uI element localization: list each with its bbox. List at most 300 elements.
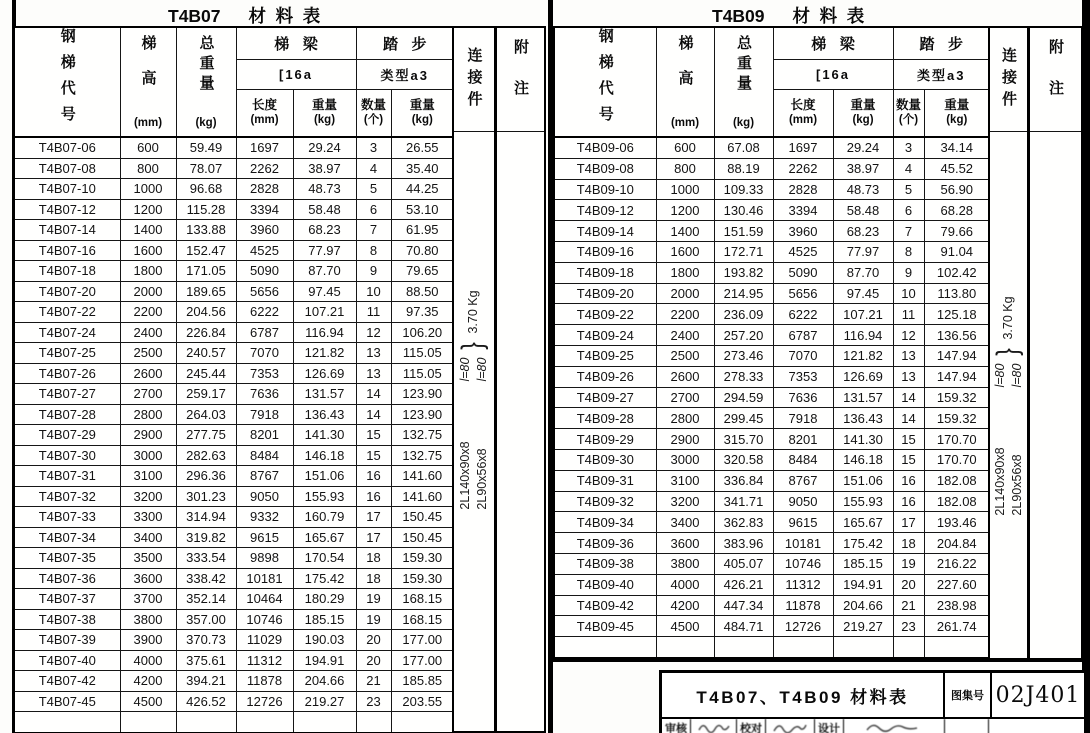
right-table-title-code: T4B09 bbox=[712, 6, 765, 26]
cell-beam-weight: 116.94 bbox=[293, 322, 356, 343]
cell-code: T4B09-06 bbox=[554, 137, 656, 158]
cell-step-qty: 13 bbox=[893, 366, 924, 387]
header-step-qty: 数量 (个) bbox=[356, 89, 391, 137]
table-row bbox=[14, 507, 454, 528]
cell-code: T4B09-10 bbox=[554, 179, 656, 200]
cell-step-weight: 45.52 bbox=[924, 158, 990, 179]
cell-height-mm: 1000 bbox=[656, 179, 714, 200]
cell-height-mm: 3300 bbox=[120, 507, 176, 528]
header-beam-spec: [16a bbox=[236, 59, 356, 89]
table-row bbox=[14, 671, 454, 692]
cell-step-weight: 102.42 bbox=[924, 262, 990, 283]
cell-step-qty: 14 bbox=[356, 404, 391, 425]
cell-total-weight: 294.59 bbox=[714, 387, 773, 408]
cell-total-weight: 320.58 bbox=[714, 449, 773, 470]
cell-total-weight: 88.19 bbox=[714, 158, 773, 179]
cell-total-weight: 277.75 bbox=[176, 425, 236, 446]
table-row bbox=[14, 261, 454, 282]
table-row bbox=[554, 595, 990, 616]
cell-step-weight: 204.84 bbox=[924, 533, 990, 554]
cell-beam-weight: 29.24 bbox=[833, 137, 893, 158]
cell-code: T4B07-34 bbox=[14, 527, 120, 548]
cell-beam-weight: 136.43 bbox=[293, 404, 356, 425]
header-step-type: 类型a3 bbox=[893, 59, 990, 89]
cell-height-mm: 2000 bbox=[120, 281, 176, 302]
cell-total-weight: 109.33 bbox=[714, 179, 773, 200]
cell-step-weight: 97.35 bbox=[391, 302, 454, 323]
cell-step-weight: 261.74 bbox=[924, 616, 990, 637]
cell-total-weight: 426.52 bbox=[176, 691, 236, 712]
cell-total-weight: 362.83 bbox=[714, 512, 773, 533]
cell-step-weight: 177.00 bbox=[391, 650, 454, 671]
cell-total-weight: 273.46 bbox=[714, 345, 773, 366]
cell-height-mm: 2000 bbox=[656, 283, 714, 304]
cell-total-weight: 394.21 bbox=[176, 671, 236, 692]
cell-step-qty: 5 bbox=[356, 179, 391, 200]
cell-beam-weight: 77.97 bbox=[293, 240, 356, 261]
cell-beam-weight: 185.15 bbox=[293, 609, 356, 630]
table-row bbox=[14, 363, 454, 384]
cell-beam-weight: 29.24 bbox=[293, 137, 356, 158]
cell-total-weight: 152.47 bbox=[176, 240, 236, 261]
table-row bbox=[554, 491, 990, 512]
title-block-title: T4B07、T4B09 材料表 bbox=[662, 673, 945, 717]
table-row bbox=[14, 158, 454, 179]
signature-scribble bbox=[844, 719, 945, 733]
header-beam-weight: 重量 (kg) bbox=[293, 89, 356, 137]
cell-total-weight: 341.71 bbox=[714, 491, 773, 512]
cell-beam-weight: 126.69 bbox=[293, 363, 356, 384]
cell-step-weight: 125.18 bbox=[924, 304, 990, 325]
cell-step-qty: 21 bbox=[356, 671, 391, 692]
cell-step-weight: 203.55 bbox=[391, 691, 454, 712]
cell-beam-weight: 121.82 bbox=[833, 345, 893, 366]
connector-len-2: l=80 bbox=[474, 357, 489, 382]
cell-height-mm: 3000 bbox=[656, 449, 714, 470]
cell-step-qty: 11 bbox=[893, 304, 924, 325]
cell-beam-length: 8484 bbox=[236, 445, 293, 466]
cell-beam-length: 7070 bbox=[236, 343, 293, 364]
sign-label-designer: 设计 bbox=[815, 719, 844, 733]
cell-beam-length: 3960 bbox=[773, 221, 833, 242]
cell-beam-weight: 194.91 bbox=[833, 574, 893, 595]
cell-height-mm: 3700 bbox=[120, 589, 176, 610]
cell-code: T4B09-24 bbox=[554, 325, 656, 346]
cell-beam-length: 5090 bbox=[236, 261, 293, 282]
cell-step-qty: 15 bbox=[356, 425, 391, 446]
cell-step-qty: 19 bbox=[893, 553, 924, 574]
cell-step-qty: 13 bbox=[893, 345, 924, 366]
cell-code: T4B09-27 bbox=[554, 387, 656, 408]
cell-beam-weight: 170.54 bbox=[293, 548, 356, 569]
cell-code: T4B09-25 bbox=[554, 345, 656, 366]
cell-total-weight: 352.14 bbox=[176, 589, 236, 610]
cell-step-qty: 7 bbox=[893, 221, 924, 242]
cell-code: T4B07-45 bbox=[14, 691, 120, 712]
cell-code: T4B07-39 bbox=[14, 630, 120, 651]
cell-step-qty: 23 bbox=[356, 691, 391, 712]
cell-code: T4B09-32 bbox=[554, 491, 656, 512]
cell-beam-weight: 194.91 bbox=[293, 650, 356, 671]
cell-step-qty: 19 bbox=[356, 609, 391, 630]
cell-total-weight: 426.21 bbox=[714, 574, 773, 595]
empty-cell bbox=[924, 637, 990, 658]
t4b09-connector-spec bbox=[986, 296, 1030, 516]
cell-height-mm: 3200 bbox=[120, 486, 176, 507]
cell-step-qty: 8 bbox=[893, 241, 924, 262]
cell-step-qty: 20 bbox=[893, 574, 924, 595]
cell-height-mm: 600 bbox=[120, 137, 176, 158]
cell-height-mm: 2900 bbox=[656, 429, 714, 450]
cell-code: T4B07-31 bbox=[14, 466, 120, 487]
cell-step-qty: 7 bbox=[356, 220, 391, 241]
table-row bbox=[14, 302, 454, 323]
atlas-number-label: 图集号 bbox=[945, 673, 992, 717]
cell-height-mm: 1600 bbox=[120, 240, 176, 261]
signature-scribble bbox=[691, 719, 737, 733]
cell-step-qty: 10 bbox=[893, 283, 924, 304]
cell-code: T4B09-12 bbox=[554, 200, 656, 221]
cell-beam-length: 10181 bbox=[236, 568, 293, 589]
cell-height-mm: 1400 bbox=[120, 220, 176, 241]
frame-right bbox=[1082, 0, 1090, 733]
cell-code: T4B09-16 bbox=[554, 241, 656, 262]
header-beam-group: 梯梁 bbox=[236, 27, 356, 59]
cell-step-qty: 23 bbox=[893, 616, 924, 637]
header-connector: 连接件 bbox=[990, 28, 1027, 132]
cell-step-weight: 168.15 bbox=[391, 589, 454, 610]
cell-step-weight: 35.40 bbox=[391, 158, 454, 179]
cell-beam-weight: 141.30 bbox=[833, 429, 893, 450]
sign-cell-page-label bbox=[945, 719, 989, 733]
cell-step-weight: 56.90 bbox=[924, 179, 990, 200]
cell-code: T4B09-20 bbox=[554, 283, 656, 304]
cell-height-mm: 3600 bbox=[656, 533, 714, 554]
table-row bbox=[554, 200, 990, 221]
cell-beam-weight: 151.06 bbox=[293, 466, 356, 487]
header-step-group: 踏步 bbox=[356, 27, 454, 59]
cell-step-qty: 16 bbox=[893, 491, 924, 512]
cell-step-qty: 13 bbox=[356, 343, 391, 364]
cell-step-weight: 44.25 bbox=[391, 179, 454, 200]
cell-beam-length: 7636 bbox=[773, 387, 833, 408]
cell-code: T4B07-38 bbox=[14, 609, 120, 630]
cell-beam-length: 9050 bbox=[773, 491, 833, 512]
cell-total-weight: 96.68 bbox=[176, 179, 236, 200]
cell-step-qty: 15 bbox=[893, 429, 924, 450]
cell-step-qty: 4 bbox=[356, 158, 391, 179]
cell-beam-weight: 136.43 bbox=[833, 408, 893, 429]
cell-beam-length: 9615 bbox=[236, 527, 293, 548]
cell-beam-length: 10746 bbox=[773, 553, 833, 574]
cell-code: T4B07-18 bbox=[14, 261, 120, 282]
header-note: 附注 bbox=[497, 28, 544, 132]
title-block-sign-row bbox=[662, 719, 1084, 733]
table-row bbox=[554, 553, 990, 574]
empty-cell bbox=[391, 712, 454, 733]
sign-label-checker: 校对 bbox=[737, 719, 766, 733]
table-row bbox=[14, 609, 454, 630]
cell-step-weight: 113.80 bbox=[924, 283, 990, 304]
cell-step-weight: 123.90 bbox=[391, 404, 454, 425]
cell-height-mm: 2700 bbox=[656, 387, 714, 408]
cell-code: T4B09-40 bbox=[554, 574, 656, 595]
cell-beam-length: 10464 bbox=[236, 589, 293, 610]
cell-code: T4B09-34 bbox=[554, 512, 656, 533]
cell-code: T4B07-29 bbox=[14, 425, 120, 446]
cell-total-weight: 204.56 bbox=[176, 302, 236, 323]
cell-total-weight: 193.82 bbox=[714, 262, 773, 283]
cell-step-qty: 15 bbox=[893, 449, 924, 470]
cell-beam-length: 4525 bbox=[773, 241, 833, 262]
cell-step-weight: 170.70 bbox=[924, 429, 990, 450]
header-beam-length: 长度 (mm) bbox=[236, 89, 293, 137]
cell-step-qty: 6 bbox=[356, 199, 391, 220]
cell-height-mm: 800 bbox=[656, 158, 714, 179]
cell-beam-length: 5090 bbox=[773, 262, 833, 283]
cell-step-weight: 141.60 bbox=[391, 486, 454, 507]
cell-total-weight: 278.33 bbox=[714, 366, 773, 387]
cell-beam-length: 10181 bbox=[773, 533, 833, 554]
table-row bbox=[14, 404, 454, 425]
header-ladder-code: 钢梯代号 bbox=[554, 27, 656, 137]
cell-beam-weight: 38.97 bbox=[293, 158, 356, 179]
cell-beam-length: 11312 bbox=[773, 574, 833, 595]
cell-beam-weight: 151.06 bbox=[833, 470, 893, 491]
cell-beam-weight: 175.42 bbox=[293, 568, 356, 589]
cell-code: T4B09-38 bbox=[554, 553, 656, 574]
cell-step-weight: 177.00 bbox=[391, 630, 454, 651]
cell-beam-weight: 107.21 bbox=[833, 304, 893, 325]
cell-beam-weight: 204.66 bbox=[833, 595, 893, 616]
cell-beam-weight: 165.67 bbox=[833, 512, 893, 533]
table-row bbox=[554, 345, 990, 366]
right-table-title-text: 材料表 bbox=[792, 6, 874, 26]
cell-total-weight: 357.00 bbox=[176, 609, 236, 630]
cell-code: T4B07-37 bbox=[14, 589, 120, 610]
cell-code: T4B07-35 bbox=[14, 548, 120, 569]
cell-step-weight: 91.04 bbox=[924, 241, 990, 262]
cell-step-qty: 12 bbox=[356, 322, 391, 343]
empty-cell bbox=[293, 712, 356, 733]
cell-beam-length: 5656 bbox=[236, 281, 293, 302]
cell-beam-length: 9898 bbox=[236, 548, 293, 569]
connector-len-2: l=80 bbox=[1009, 363, 1024, 388]
table-row bbox=[14, 630, 454, 651]
cell-step-weight: 150.45 bbox=[391, 507, 454, 528]
cell-beam-weight: 58.48 bbox=[293, 199, 356, 220]
cell-step-weight: 185.85 bbox=[391, 671, 454, 692]
cell-height-mm: 4500 bbox=[120, 691, 176, 712]
cell-beam-length: 5656 bbox=[773, 283, 833, 304]
table-row bbox=[14, 691, 454, 712]
cell-code: T4B07-08 bbox=[14, 158, 120, 179]
connector-spec-1: 2L140x90x8 bbox=[457, 441, 472, 510]
cell-total-weight: 214.95 bbox=[714, 283, 773, 304]
cell-beam-length: 8201 bbox=[773, 429, 833, 450]
cell-height-mm: 1600 bbox=[656, 241, 714, 262]
header-step-weight: 重量 (kg) bbox=[924, 89, 990, 137]
left-table-title-code: T4B07 bbox=[168, 6, 221, 26]
header-beam-group: 梯梁 bbox=[773, 27, 893, 59]
header-connector: 连接件 bbox=[454, 28, 494, 132]
cell-total-weight: 301.23 bbox=[176, 486, 236, 507]
cell-step-qty: 4 bbox=[893, 158, 924, 179]
cell-total-weight: 264.03 bbox=[176, 404, 236, 425]
cell-beam-length: 7918 bbox=[236, 404, 293, 425]
cell-height-mm: 2400 bbox=[656, 325, 714, 346]
cell-total-weight: 314.94 bbox=[176, 507, 236, 528]
cell-code: T4B07-28 bbox=[14, 404, 120, 425]
cell-step-weight: 147.94 bbox=[924, 366, 990, 387]
cell-step-qty: 11 bbox=[356, 302, 391, 323]
cell-step-qty: 9 bbox=[356, 261, 391, 282]
cell-height-mm: 3800 bbox=[120, 609, 176, 630]
cell-step-qty: 14 bbox=[356, 384, 391, 405]
cell-code: T4B09-31 bbox=[554, 470, 656, 491]
cell-beam-weight: 160.79 bbox=[293, 507, 356, 528]
cell-code: T4B07-06 bbox=[14, 137, 120, 158]
connector-spec-1: 2L140x90x8 bbox=[992, 447, 1007, 516]
cell-beam-length: 2262 bbox=[773, 158, 833, 179]
cell-total-weight: 484.71 bbox=[714, 616, 773, 637]
cell-beam-length: 8767 bbox=[773, 470, 833, 491]
cell-beam-length: 7070 bbox=[773, 345, 833, 366]
cell-step-qty: 21 bbox=[893, 595, 924, 616]
cell-step-qty: 12 bbox=[893, 325, 924, 346]
cell-beam-length: 6222 bbox=[773, 304, 833, 325]
cell-total-weight: 370.73 bbox=[176, 630, 236, 651]
cell-step-qty: 20 bbox=[356, 650, 391, 671]
cell-beam-weight: 121.82 bbox=[293, 343, 356, 364]
cell-total-weight: 447.34 bbox=[714, 595, 773, 616]
header-note: 附注 bbox=[1030, 28, 1081, 132]
cell-beam-length: 2262 bbox=[236, 158, 293, 179]
table-row bbox=[554, 512, 990, 533]
cell-step-weight: 193.46 bbox=[924, 512, 990, 533]
cell-step-qty: 3 bbox=[356, 137, 391, 158]
table-row bbox=[14, 466, 454, 487]
cell-step-weight: 182.08 bbox=[924, 470, 990, 491]
cell-total-weight: 375.61 bbox=[176, 650, 236, 671]
cell-beam-length: 3394 bbox=[773, 200, 833, 221]
cell-height-mm: 1200 bbox=[120, 199, 176, 220]
cell-step-weight: 150.45 bbox=[391, 527, 454, 548]
cell-code: T4B07-33 bbox=[14, 507, 120, 528]
table-row bbox=[14, 527, 454, 548]
cell-height-mm: 3100 bbox=[120, 466, 176, 487]
connector-len-1: l=80 bbox=[457, 357, 472, 382]
cell-code: T4B07-25 bbox=[14, 343, 120, 364]
cell-beam-weight: 87.70 bbox=[293, 261, 356, 282]
cell-step-weight: 70.80 bbox=[391, 240, 454, 261]
cell-step-weight: 88.50 bbox=[391, 281, 454, 302]
connector-brace: } bbox=[456, 341, 489, 350]
empty-cell bbox=[656, 637, 714, 658]
cell-total-weight: 282.63 bbox=[176, 445, 236, 466]
cell-code: T4B07-40 bbox=[14, 650, 120, 671]
cell-height-mm: 3100 bbox=[656, 470, 714, 491]
cell-code: T4B07-30 bbox=[14, 445, 120, 466]
table-row bbox=[14, 220, 454, 241]
cell-beam-length: 11029 bbox=[236, 630, 293, 651]
cell-code: T4B09-28 bbox=[554, 408, 656, 429]
cell-step-qty: 15 bbox=[356, 445, 391, 466]
connector-len-1: l=80 bbox=[992, 363, 1007, 388]
cell-code: T4B07-36 bbox=[14, 568, 120, 589]
cell-code: T4B09-22 bbox=[554, 304, 656, 325]
cell-step-qty: 14 bbox=[893, 387, 924, 408]
cell-height-mm: 3600 bbox=[120, 568, 176, 589]
cell-total-weight: 383.96 bbox=[714, 533, 773, 554]
cell-code: T4B09-08 bbox=[554, 158, 656, 179]
table-row bbox=[554, 616, 990, 637]
cell-step-weight: 115.05 bbox=[391, 363, 454, 384]
cell-height-mm: 3200 bbox=[656, 491, 714, 512]
cell-beam-length: 11878 bbox=[236, 671, 293, 692]
empty-cell bbox=[554, 637, 656, 658]
cell-beam-weight: 155.93 bbox=[833, 491, 893, 512]
cell-beam-length: 9050 bbox=[236, 486, 293, 507]
cell-beam-weight: 48.73 bbox=[293, 179, 356, 200]
connector-weight: 3.70 Kg bbox=[466, 290, 480, 334]
table-row bbox=[14, 589, 454, 610]
cell-step-weight: 132.75 bbox=[391, 445, 454, 466]
cell-code: T4B09-30 bbox=[554, 449, 656, 470]
cell-step-qty: 17 bbox=[893, 512, 924, 533]
table-row bbox=[554, 179, 990, 200]
header-step-group: 踏步 bbox=[893, 27, 990, 59]
cell-height-mm: 2500 bbox=[656, 345, 714, 366]
cell-beam-length: 2828 bbox=[773, 179, 833, 200]
cell-beam-length: 8201 bbox=[236, 425, 293, 446]
cell-beam-weight: 165.67 bbox=[293, 527, 356, 548]
cell-step-weight: 238.98 bbox=[924, 595, 990, 616]
table-row bbox=[14, 445, 454, 466]
cell-total-weight: 299.45 bbox=[714, 408, 773, 429]
cell-beam-weight: 38.97 bbox=[833, 158, 893, 179]
signature-scribble bbox=[766, 719, 815, 733]
cell-code: T4B09-29 bbox=[554, 429, 656, 450]
table-row bbox=[14, 568, 454, 589]
header-step-type: 类型a3 bbox=[356, 59, 454, 89]
cell-step-weight: 216.22 bbox=[924, 553, 990, 574]
cell-height-mm: 3000 bbox=[120, 445, 176, 466]
table-row bbox=[554, 366, 990, 387]
cell-code: T4B09-26 bbox=[554, 366, 656, 387]
table-row bbox=[554, 325, 990, 346]
table-row bbox=[14, 548, 454, 569]
table-row bbox=[14, 343, 454, 364]
cell-step-qty: 10 bbox=[356, 281, 391, 302]
cell-step-weight: 168.15 bbox=[391, 609, 454, 630]
header-ladder-height: 梯高 (mm) bbox=[120, 27, 176, 137]
cell-height-mm: 2600 bbox=[120, 363, 176, 384]
cell-step-weight: 159.32 bbox=[924, 408, 990, 429]
cell-code: T4B09-14 bbox=[554, 221, 656, 242]
cell-beam-weight: 175.42 bbox=[833, 533, 893, 554]
cell-step-qty: 9 bbox=[893, 262, 924, 283]
table-row bbox=[554, 470, 990, 491]
cell-step-qty: 18 bbox=[893, 533, 924, 554]
empty-cell bbox=[236, 712, 293, 733]
cell-beam-weight: 219.27 bbox=[833, 616, 893, 637]
cell-step-qty: 3 bbox=[893, 137, 924, 158]
cell-beam-weight: 204.66 bbox=[293, 671, 356, 692]
header-ladder-code: 钢梯代号 bbox=[14, 27, 120, 137]
empty-cell bbox=[176, 712, 236, 733]
cell-step-weight: 141.60 bbox=[391, 466, 454, 487]
